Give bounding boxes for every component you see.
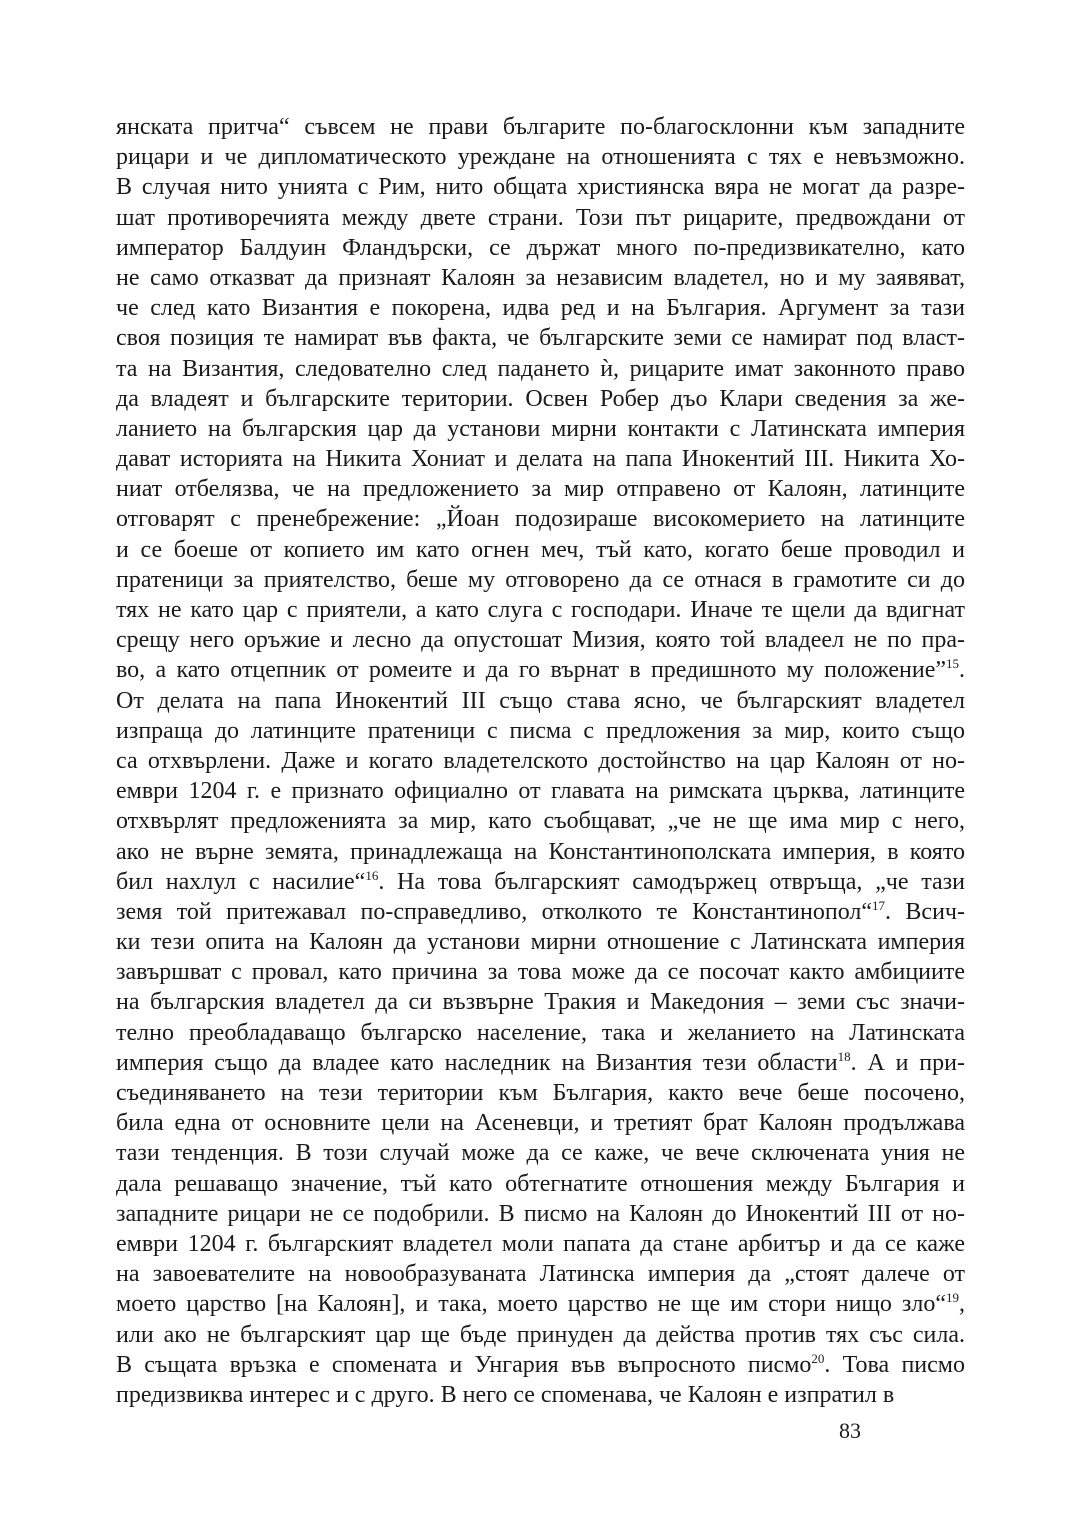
- line-text-continuation: . На това българският самодържец отвръща, „че тази: [378, 868, 965, 895]
- line-text: шат противоречията между двете страни. Този път рицарите, предвождани от: [116, 204, 965, 231]
- line-text: са отхвърлени. Даже и когато владетелското достойнство на цар Калоян от но-: [116, 747, 965, 774]
- line-text-continuation: . Всич-: [885, 898, 965, 925]
- text-line: [116, 716, 965, 746]
- text-line: [116, 625, 965, 655]
- line-text: западните рицари не се подобрили. В писмо на Калоян до Инокентий III от но-: [116, 1200, 965, 1227]
- text-line: [116, 987, 965, 1017]
- text-line: [116, 1289, 965, 1319]
- text-line: [116, 1229, 965, 1259]
- line-text: своя позиция те намират във факта, че българските земи се намират под власт-: [116, 325, 965, 352]
- footnote-marker: 19: [946, 1290, 959, 1306]
- line-text: че след като Византия е покорена, идва ред и на България. Аргумент за тази: [116, 295, 965, 322]
- line-text: съединяването на тези територии към България, както вече беше посочено,: [116, 1080, 965, 1106]
- text-line: [116, 1259, 965, 1289]
- text-line: [116, 686, 965, 716]
- line-text: ако не върне земята, принадлежаща на Константинополската империя, в която: [116, 838, 965, 865]
- text-line: [116, 595, 965, 625]
- line-text: тях не като цар с приятели, а като слуга с господари. Иначе те щели да вдигнат: [116, 597, 965, 623]
- line-text: император Балдуин Фландърски, се държат много по-предизвикателно, като: [116, 234, 965, 261]
- text-line: [116, 1320, 965, 1350]
- line-text: и се боеше от копието им като огнен меч, тъй като, когато беше проводил и: [116, 536, 965, 563]
- line-text: янската притча“ съвсем не прави българите по-благосклонни към западните: [116, 114, 965, 140]
- line-text: В случая нито унията с Рим, нито общата християнска вяра не могат да разре-: [116, 174, 965, 201]
- line-text: изпраща до латинците пратеници с писма с предложения за мир, които също: [116, 717, 965, 744]
- text-line: [116, 504, 965, 534]
- line-text: или ако не българският цар ще бъде принуден да действа против тях със сила.: [116, 1321, 965, 1348]
- line-text: империя също да владее като наследник на Византия тези области: [116, 1049, 838, 1076]
- footnote-marker: 15: [946, 656, 959, 672]
- page-number: 83: [839, 1418, 861, 1443]
- text-line: [116, 354, 965, 384]
- text-line: [116, 565, 965, 595]
- text-line: [116, 655, 965, 685]
- line-text: на българския владетел да си възвърне Тракия и Македония – земи със значи-: [116, 989, 965, 1016]
- text-line: [116, 776, 965, 806]
- line-text: пратеници за приятелство, беше му отговорено да се отнася в грамотите си до: [116, 566, 965, 593]
- text-line: [116, 1018, 965, 1048]
- line-text: завършват с провал, като причина за това може да се посочат както амбициите: [116, 959, 965, 986]
- line-text: отговарят с пренебрежение: „Йоан подозираше високомерието на латинците: [116, 506, 965, 533]
- text-line: [116, 263, 965, 293]
- text-line: [116, 444, 965, 474]
- text-line: [116, 323, 965, 353]
- text-line: [116, 474, 965, 504]
- line-text: моето царство [на Калоян], и така, моето царство не ще им стори нищо зло“: [116, 1291, 946, 1318]
- text-line: [116, 233, 965, 263]
- line-text: отхвърлят предложенията за мир, като съобщават, „че не ще има мир с него,: [116, 808, 965, 835]
- line-text: ки тези опита на Калоян да установи мирни отношение с Латинската империя: [116, 929, 965, 956]
- line-text-continuation: .: [959, 657, 965, 684]
- line-text: дала решаващо значение, тъй като обтегнатите отношения между България и: [116, 1170, 965, 1197]
- line-text: срещу него оръжие и лесно да опустошат Мизия, която той владеел не по пра-: [116, 627, 965, 654]
- footnote-marker: 20: [811, 1350, 825, 1366]
- line-text: ември 1204 г. българският владетел моли папата да стане арбитър и да се каже: [116, 1230, 965, 1257]
- line-text: да владеят и българските територии. Освен Робер дъо Клари сведения за же-: [116, 385, 965, 412]
- text-line: [116, 867, 965, 897]
- text-line: [116, 172, 965, 202]
- line-text: В същата връзка е спомената и Унгария във въпросното писмо: [116, 1351, 812, 1378]
- body-text: [116, 112, 965, 1410]
- text-line: [116, 1199, 965, 1229]
- line-text: во, а като отцепник от ромеите и да го върнат в предишното му положение”: [116, 657, 946, 684]
- text-line: [116, 1078, 965, 1108]
- line-text: бил нахлул с насилие“: [116, 868, 366, 895]
- text-line: [116, 746, 965, 776]
- text-line: [116, 293, 965, 323]
- text-line: [116, 142, 965, 172]
- text-line: [116, 1169, 965, 1199]
- line-text-continuation: . Това писмо: [824, 1351, 965, 1378]
- text-line: [116, 1350, 965, 1380]
- text-line: [116, 203, 965, 233]
- line-text: телно преобладаващо българско население, така и желанието на Латинската: [116, 1019, 965, 1046]
- line-text: била една от основните цели на Асеневци, и третият брат Калоян продължава: [116, 1110, 965, 1137]
- text-line: [116, 837, 965, 867]
- text-line: [116, 414, 965, 444]
- text-line: [116, 1108, 965, 1138]
- line-text-continuation: . А и при-: [850, 1049, 965, 1076]
- line-text: не само отказват да признаят Калоян за независим владетел, но и му заявяват,: [116, 264, 965, 291]
- footnote-marker: 16: [365, 867, 379, 883]
- text-line: [116, 112, 965, 142]
- text-line: [116, 897, 965, 927]
- text-line: [116, 806, 965, 836]
- line-text: От делата на папа Инокентий III също става ясно, че българският владетел: [116, 687, 965, 714]
- text-line: [116, 1138, 965, 1168]
- line-text: ниат отбелязва, че на предложението за мир отправено от Калоян, латинците: [116, 476, 965, 503]
- line-text: дават историята на Никита Хониат и делата на папа Инокентий III. Никита Хо-: [116, 446, 965, 473]
- footnote-marker: 17: [872, 897, 886, 913]
- line-text: тази тенденция. В този случай може да се каже, че вече сключената уния не: [116, 1140, 965, 1167]
- line-text: рицари и че дипломатическото уреждане на отношенията с тях е невъзможно.: [116, 144, 965, 171]
- line-text: предизвиква интерес и с друго. В него се споменава, че Калоян е изпратил в: [116, 1381, 895, 1408]
- line-text: на завоевателите на новообразуваната Латинска империя да „стоят далече от: [116, 1261, 965, 1288]
- footnote-marker: 18: [837, 1048, 851, 1064]
- text-line: [116, 927, 965, 957]
- line-text-continuation: ,: [959, 1291, 965, 1318]
- line-text: та на Византия, следователно след падането ѝ, рицарите имат законното право: [116, 355, 965, 382]
- line-text: ември 1204 г. е признато официално от главата на римската църква, латинците: [116, 778, 965, 805]
- line-text: земя той притежавал по-справедливо, отколкото те Константинопол“: [116, 898, 873, 925]
- text-line: [116, 535, 965, 565]
- text-line: [116, 384, 965, 414]
- line-text: ланието на българския цар да установи мирни контакти с Латинската империя: [116, 415, 965, 442]
- text-line: [116, 957, 965, 987]
- text-line: [116, 1380, 965, 1410]
- text-line: [116, 1048, 965, 1078]
